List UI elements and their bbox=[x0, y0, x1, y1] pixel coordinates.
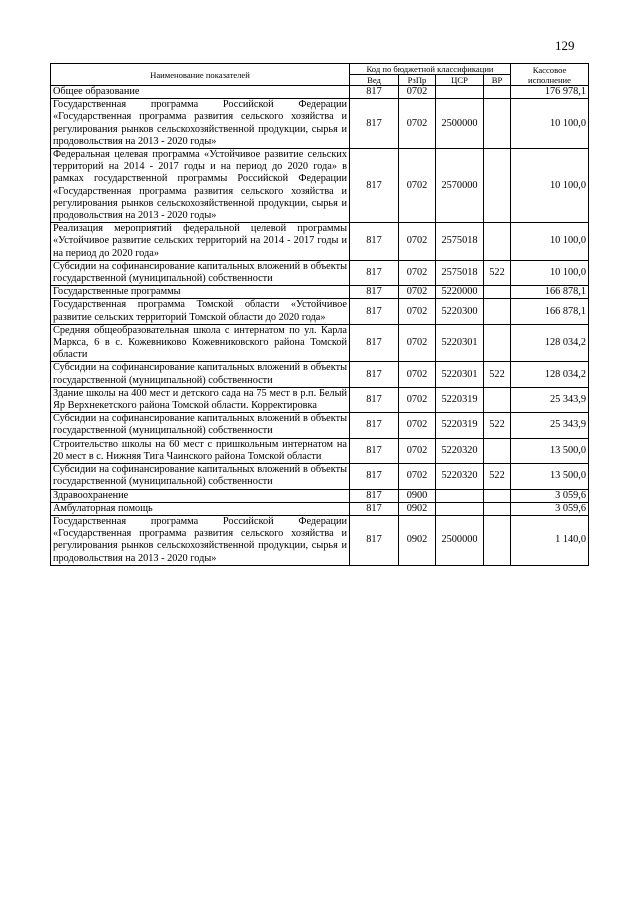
cell-vr: 522 bbox=[484, 362, 511, 387]
cell-rzpr: 0702 bbox=[399, 86, 436, 99]
cell-rzpr: 0702 bbox=[399, 464, 436, 489]
cell-name: Реализация мероприятий федеральной целевой программы «Устойчивое развитие сельских территорий на 2014 - 2017 годы и на период до 2020 года» bbox=[51, 223, 350, 261]
cell-vr bbox=[484, 86, 511, 99]
cell-name: Общее образование bbox=[51, 86, 350, 99]
cell-csr: 5220320 bbox=[436, 438, 484, 463]
cell-vr bbox=[484, 286, 511, 299]
header-name: Наименование показателей bbox=[51, 64, 350, 86]
cell-name: Строительство школы на 60 мест с пришкольным интернатом на 20 мест в с. Нижняя Тига Чаинского района Томской области bbox=[51, 438, 350, 463]
cell-vr bbox=[484, 502, 511, 515]
cell-rzpr: 0900 bbox=[399, 489, 436, 502]
cell-rzpr: 0702 bbox=[399, 438, 436, 463]
cell-vr: 522 bbox=[484, 464, 511, 489]
cell-rzpr: 0702 bbox=[399, 223, 436, 261]
table-row bbox=[51, 362, 589, 387]
cell-sum: 166 878,1 bbox=[511, 299, 589, 324]
cell-name: Амбулаторная помощь bbox=[51, 502, 350, 515]
page-number: 129 bbox=[555, 38, 575, 53]
table-row bbox=[51, 299, 589, 324]
table-row bbox=[51, 438, 589, 463]
cell-rzpr: 0702 bbox=[399, 413, 436, 438]
cell-name: Субсидии на софинансирование капитальных вложений в объекты государственной (муниципальной) собственности bbox=[51, 362, 350, 387]
cell-ved: 817 bbox=[350, 324, 399, 362]
table-row bbox=[51, 489, 589, 502]
cell-csr: 2570000 bbox=[436, 149, 484, 223]
cell-vr bbox=[484, 99, 511, 149]
table-row bbox=[51, 149, 589, 223]
cell-rzpr: 0702 bbox=[399, 324, 436, 362]
cell-name: Субсидии на софинансирование капитальных вложений в объекты государственной (муниципальной) собственности bbox=[51, 464, 350, 489]
cell-ved: 817 bbox=[350, 299, 399, 324]
cell-ved: 817 bbox=[350, 86, 399, 99]
cell-ved: 817 bbox=[350, 99, 399, 149]
cell-ved: 817 bbox=[350, 489, 399, 502]
table-body bbox=[51, 86, 589, 566]
cell-csr: 5220301 bbox=[436, 362, 484, 387]
budget-table bbox=[50, 63, 589, 566]
cell-csr: 5220319 bbox=[436, 413, 484, 438]
table-row bbox=[51, 387, 589, 412]
table-row bbox=[51, 223, 589, 261]
cell-sum: 166 878,1 bbox=[511, 286, 589, 299]
header-row-1 bbox=[51, 64, 589, 75]
cell-vr bbox=[484, 299, 511, 324]
cell-vr: 522 bbox=[484, 413, 511, 438]
cell-vr bbox=[484, 149, 511, 223]
cell-vr bbox=[484, 387, 511, 412]
cell-ved: 817 bbox=[350, 413, 399, 438]
cell-csr: 2500000 bbox=[436, 515, 484, 565]
cell-csr: 2575018 bbox=[436, 260, 484, 285]
cell-name: Государственная программа Российской Федерации «Государственная программа развития сельского хозяйства и регулирования рынков сельскохозяйственной продукции, сырья и продовольствия на 2013 - 2020 годы» bbox=[51, 515, 350, 565]
cell-rzpr: 0902 bbox=[399, 515, 436, 565]
cell-vr bbox=[484, 489, 511, 502]
cell-sum: 13 500,0 bbox=[511, 464, 589, 489]
table-row bbox=[51, 86, 589, 99]
cell-name: Субсидии на софинансирование капитальных вложений в объекты государственной (муниципальной) собственности bbox=[51, 260, 350, 285]
table-row bbox=[51, 324, 589, 362]
cell-csr: 2500000 bbox=[436, 99, 484, 149]
cell-vr bbox=[484, 438, 511, 463]
cell-rzpr: 0702 bbox=[399, 362, 436, 387]
cell-sum: 10 100,0 bbox=[511, 149, 589, 223]
cell-ved: 817 bbox=[350, 286, 399, 299]
cell-rzpr: 0902 bbox=[399, 502, 436, 515]
cell-rzpr: 0702 bbox=[399, 149, 436, 223]
cell-rzpr: 0702 bbox=[399, 286, 436, 299]
cell-csr bbox=[436, 86, 484, 99]
cell-sum: 128 034,2 bbox=[511, 324, 589, 362]
table-row bbox=[51, 464, 589, 489]
cell-name: Здравоохранение bbox=[51, 489, 350, 502]
table-row bbox=[51, 515, 589, 565]
cell-name: Государственная программа Томской области «Устойчивое развитие сельских территорий Томской области до 2020 года» bbox=[51, 299, 350, 324]
cell-name: Государственные программы bbox=[51, 286, 350, 299]
cell-name: Субсидии на софинансирование капитальных вложений в объекты государственной (муниципальной) собственности bbox=[51, 413, 350, 438]
cell-ved: 817 bbox=[350, 515, 399, 565]
cell-sum: 128 034,2 bbox=[511, 362, 589, 387]
cell-rzpr: 0702 bbox=[399, 387, 436, 412]
cell-vr: 522 bbox=[484, 260, 511, 285]
cell-vr bbox=[484, 223, 511, 261]
cell-ved: 817 bbox=[350, 149, 399, 223]
cell-sum: 3 059,6 bbox=[511, 489, 589, 502]
cell-sum: 176 978,1 bbox=[511, 86, 589, 99]
cell-sum: 13 500,0 bbox=[511, 438, 589, 463]
table-row bbox=[51, 502, 589, 515]
cell-sum: 10 100,0 bbox=[511, 260, 589, 285]
cell-rzpr: 0702 bbox=[399, 99, 436, 149]
header-execution: Кассовое исполнение bbox=[511, 64, 589, 86]
header-ved: Вед bbox=[350, 75, 399, 86]
cell-rzpr: 0702 bbox=[399, 299, 436, 324]
table-row bbox=[51, 413, 589, 438]
header-csr: ЦСР bbox=[436, 75, 484, 86]
cell-csr: 5220300 bbox=[436, 299, 484, 324]
cell-rzpr: 0702 bbox=[399, 260, 436, 285]
cell-ved: 817 bbox=[350, 260, 399, 285]
cell-csr: 2575018 bbox=[436, 223, 484, 261]
header-rzpr: РзПр bbox=[399, 75, 436, 86]
table-row bbox=[51, 286, 589, 299]
cell-csr: 5220301 bbox=[436, 324, 484, 362]
table-row bbox=[51, 260, 589, 285]
cell-sum: 25 343,9 bbox=[511, 413, 589, 438]
cell-name: Федеральная целевая программа «Устойчивое развитие сельских территорий на 2014 - 2017 годы и на период до 2020 года» в рамках государственной программы Российской Федерации «Государственная программа развития сельского хозяйства и регулирования рынков сельскохозяйственной продукции, сырья и продовольствия на 2013 - 2020 годы» bbox=[51, 149, 350, 223]
cell-csr: 5220000 bbox=[436, 286, 484, 299]
cell-ved: 817 bbox=[350, 502, 399, 515]
cell-sum: 10 100,0 bbox=[511, 99, 589, 149]
cell-ved: 817 bbox=[350, 464, 399, 489]
cell-csr bbox=[436, 489, 484, 502]
header-vr: ВР bbox=[484, 75, 511, 86]
cell-sum: 1 140,0 bbox=[511, 515, 589, 565]
header-budget-code: Код по бюджетной классификации bbox=[350, 64, 511, 75]
cell-vr bbox=[484, 324, 511, 362]
cell-name: Здание школы на 400 мест и детского сада на 75 мест в р.п. Белый Яр Верхнекетского района Томской области. Корректировка bbox=[51, 387, 350, 412]
cell-name: Средняя общеобразовательная школа с интернатом по ул. Карла Маркса, 6 в с. Кожевниково Кожевниковского района Томской области bbox=[51, 324, 350, 362]
cell-csr: 5220319 bbox=[436, 387, 484, 412]
cell-ved: 817 bbox=[350, 362, 399, 387]
table-row bbox=[51, 99, 589, 149]
cell-vr bbox=[484, 515, 511, 565]
cell-ved: 817 bbox=[350, 438, 399, 463]
cell-name: Государственная программа Российской Федерации «Государственная программа развития сельского хозяйства и регулирования рынков сельскохозяйственной продукции, сырья и продовольствия на 2013 - 2020 годы» bbox=[51, 99, 350, 149]
cell-csr: 5220320 bbox=[436, 464, 484, 489]
cell-csr bbox=[436, 502, 484, 515]
cell-ved: 817 bbox=[350, 223, 399, 261]
cell-sum: 10 100,0 bbox=[511, 223, 589, 261]
cell-sum: 25 343,9 bbox=[511, 387, 589, 412]
cell-sum: 3 059,6 bbox=[511, 502, 589, 515]
cell-ved: 817 bbox=[350, 387, 399, 412]
